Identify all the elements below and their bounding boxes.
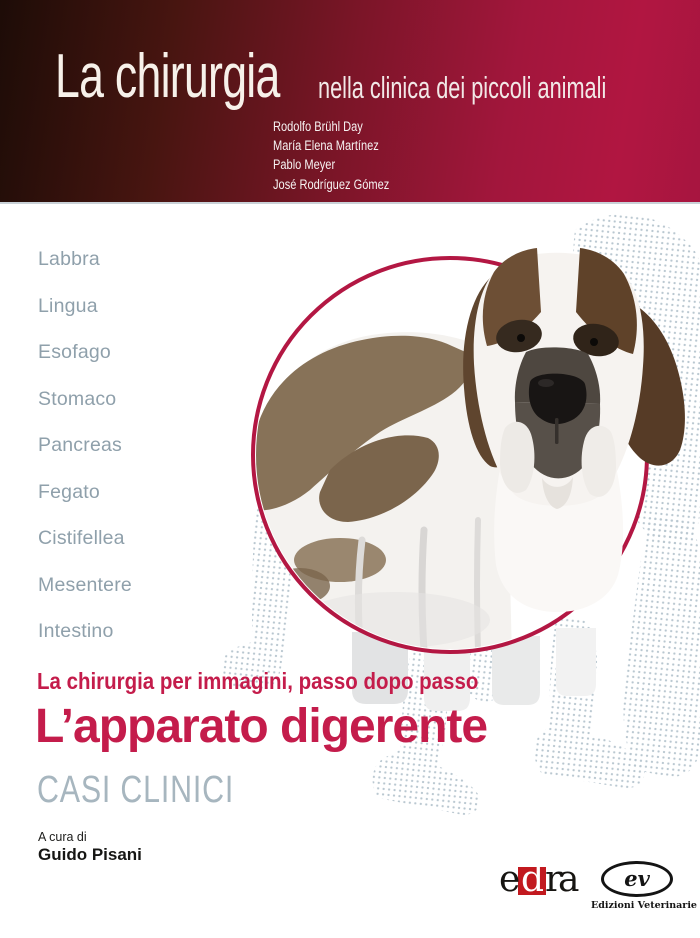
book-title: La chirurgia (55, 42, 280, 111)
book-subtitle: nella clinica dei piccoli animali (318, 70, 607, 105)
edra-letter: r (545, 859, 563, 900)
series-subtitle: CASI CLINICI (37, 769, 235, 811)
curator-name: Guido Pisani (38, 845, 142, 864)
topic-list (38, 236, 132, 655)
topic-item: Mesentere (38, 573, 132, 596)
topic-item: Labbra (38, 248, 100, 270)
edra-logo (499, 859, 583, 908)
ev-monogram: ev (601, 861, 673, 897)
topic-item: Stomaco (38, 387, 117, 410)
edra-letter: e (499, 859, 521, 900)
ev-publisher-name: Edizioni Veterinarie (591, 900, 697, 911)
topic-item: Cistifellea (38, 527, 125, 549)
author: María Elena Martínez (273, 138, 379, 154)
header-band (0, 0, 700, 204)
edra-letter: a (558, 859, 580, 900)
author-list (273, 117, 389, 194)
topic-item: Esofago (38, 341, 111, 363)
ev-logo (591, 861, 697, 911)
series-tagline: La chirurgia per immagini, passo dopo passo (37, 668, 479, 694)
author: Rodolfo Brühl Day (273, 119, 363, 134)
volume-title: L’apparato digerente (35, 700, 488, 753)
topic-item: Fegato (38, 480, 100, 503)
topic-item: Pancreas (38, 434, 122, 456)
topic-item: Intestino (38, 620, 114, 642)
author: José Rodríguez Gómez (273, 176, 390, 192)
topic-item: Lingua (38, 294, 98, 317)
edra-letter: d (521, 859, 545, 900)
curated-by-label: A cura di (38, 830, 87, 844)
author: Pablo Meyer (273, 157, 336, 173)
